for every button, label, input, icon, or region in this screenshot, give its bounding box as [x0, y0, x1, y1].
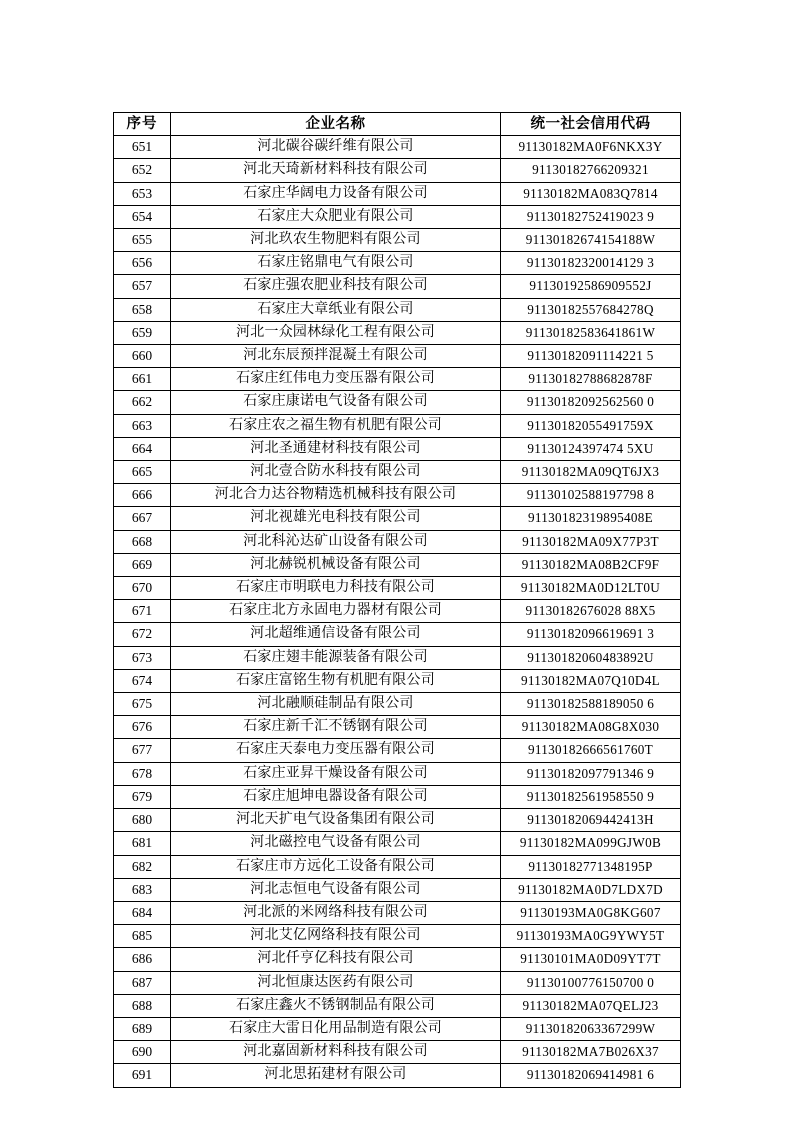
table-row: [114, 345, 681, 368]
cell-credit-code: 91130182MA7B026X37: [501, 1041, 681, 1064]
cell-credit-code: 91130182561958550 9: [501, 785, 681, 808]
cell-index: 678: [114, 762, 171, 785]
cell-credit-code: 91130182319895408E: [501, 507, 681, 530]
table-row: [114, 971, 681, 994]
cell-enterprise-name: 河北天琦新材料科技有限公司: [171, 159, 501, 182]
table-row: [114, 901, 681, 924]
cell-enterprise-name: 河北碳谷碳纤维有限公司: [171, 136, 501, 159]
cell-index: 663: [114, 414, 171, 437]
cell-enterprise-name: 河北科沁达矿山设备有限公司: [171, 530, 501, 553]
cell-enterprise-name: 河北思拓建材有限公司: [171, 1064, 501, 1087]
table-row: [114, 530, 681, 553]
cell-index: 689: [114, 1017, 171, 1040]
cell-enterprise-name: 河北壹合防水科技有限公司: [171, 461, 501, 484]
table-row: [114, 646, 681, 669]
cell-enterprise-name: 河北合力达谷物精选机械科技有限公司: [171, 484, 501, 507]
cell-credit-code: 91130193MA0G8KG607: [501, 901, 681, 924]
table-row: [114, 136, 681, 159]
cell-enterprise-name: 河北视雄光电科技有限公司: [171, 507, 501, 530]
cell-index: 677: [114, 739, 171, 762]
cell-enterprise-name: 石家庄强农肥业科技有限公司: [171, 275, 501, 298]
cell-enterprise-name: 石家庄大众肥业有限公司: [171, 205, 501, 228]
table-row: [114, 252, 681, 275]
cell-enterprise-name: 石家庄亚昇干燥设备有限公司: [171, 762, 501, 785]
column-header-name: 企业名称: [171, 113, 501, 136]
table-row: [114, 832, 681, 855]
cell-index: 675: [114, 693, 171, 716]
table-row: [114, 577, 681, 600]
cell-enterprise-name: 河北艾亿网络科技有限公司: [171, 925, 501, 948]
cell-credit-code: 91130182055491759X: [501, 414, 681, 437]
cell-credit-code: 91130182766209321: [501, 159, 681, 182]
table-row: [114, 855, 681, 878]
cell-credit-code: 91130193MA0G9YWY5T: [501, 925, 681, 948]
cell-credit-code: 91130182069414981 6: [501, 1064, 681, 1087]
cell-index: 676: [114, 716, 171, 739]
cell-credit-code: 91130182676028 88X5: [501, 600, 681, 623]
cell-credit-code: 91130100776150700 0: [501, 971, 681, 994]
cell-credit-code: 91130182MA0D12LT0U: [501, 577, 681, 600]
cell-credit-code: 91130182MA09QT6JX3: [501, 461, 681, 484]
cell-enterprise-name: 河北仟亨亿科技有限公司: [171, 948, 501, 971]
table-row: [114, 1064, 681, 1087]
cell-enterprise-name: 石家庄富铭生物有机肥有限公司: [171, 669, 501, 692]
table-row: [114, 461, 681, 484]
cell-index: 668: [114, 530, 171, 553]
cell-credit-code: 91130192586909552J: [501, 275, 681, 298]
cell-index: 691: [114, 1064, 171, 1087]
cell-credit-code: 91130182MA083Q7814: [501, 182, 681, 205]
cell-enterprise-name: 河北志恒电气设备有限公司: [171, 878, 501, 901]
cell-index: 684: [114, 901, 171, 924]
table-row: [114, 948, 681, 971]
cell-index: 672: [114, 623, 171, 646]
cell-index: 666: [114, 484, 171, 507]
table-row: [114, 716, 681, 739]
cell-index: 670: [114, 577, 171, 600]
cell-credit-code: 91130182063367299W: [501, 1017, 681, 1040]
cell-enterprise-name: 河北嘉固新材料科技有限公司: [171, 1041, 501, 1064]
cell-enterprise-name: 河北圣通建材科技有限公司: [171, 437, 501, 460]
table-row: [114, 553, 681, 576]
cell-credit-code: 91130182666561760T: [501, 739, 681, 762]
table-row: [114, 484, 681, 507]
cell-credit-code: 91130182092562560 0: [501, 391, 681, 414]
cell-enterprise-name: 河北一众园林绿化工程有限公司: [171, 321, 501, 344]
table-row: [114, 994, 681, 1017]
table-row: [114, 275, 681, 298]
table-row: [114, 600, 681, 623]
cell-credit-code: 91130182320014129 3: [501, 252, 681, 275]
cell-index: 662: [114, 391, 171, 414]
cell-index: 657: [114, 275, 171, 298]
table-row: [114, 878, 681, 901]
cell-credit-code: 91130182771348195P: [501, 855, 681, 878]
cell-index: 674: [114, 669, 171, 692]
cell-enterprise-name: 河北玖农生物肥料有限公司: [171, 229, 501, 252]
cell-enterprise-name: 石家庄康诺电气设备有限公司: [171, 391, 501, 414]
cell-credit-code: 91130182MA09X77P3T: [501, 530, 681, 553]
cell-credit-code: 91130182MA0F6NKX3Y: [501, 136, 681, 159]
table-row: [114, 298, 681, 321]
cell-index: 680: [114, 809, 171, 832]
cell-enterprise-name: 河北天扩电气设备集团有限公司: [171, 809, 501, 832]
table-header-row: [114, 113, 681, 136]
cell-enterprise-name: 石家庄大章纸业有限公司: [171, 298, 501, 321]
table-row: [114, 182, 681, 205]
cell-index: 690: [114, 1041, 171, 1064]
table-row: [114, 205, 681, 228]
cell-credit-code: 91130182583641861W: [501, 321, 681, 344]
cell-credit-code: 91130101MA0D09YT7T: [501, 948, 681, 971]
table-row: [114, 437, 681, 460]
cell-index: 686: [114, 948, 171, 971]
column-header-index: 序号: [114, 113, 171, 136]
cell-enterprise-name: 河北超维通信设备有限公司: [171, 623, 501, 646]
cell-enterprise-name: 石家庄翅丰能源装备有限公司: [171, 646, 501, 669]
cell-index: 661: [114, 368, 171, 391]
table-row: [114, 762, 681, 785]
column-header-code: 统一社会信用代码: [501, 113, 681, 136]
cell-index: 667: [114, 507, 171, 530]
cell-credit-code: 91130182788682878F: [501, 368, 681, 391]
cell-credit-code: 91130182091114221 5: [501, 345, 681, 368]
cell-index: 671: [114, 600, 171, 623]
cell-credit-code: 91130124397474 5XU: [501, 437, 681, 460]
cell-index: 660: [114, 345, 171, 368]
cell-enterprise-name: 河北赫锐机械设备有限公司: [171, 553, 501, 576]
cell-enterprise-name: 河北恒康达医药有限公司: [171, 971, 501, 994]
table-row: [114, 159, 681, 182]
cell-index: 655: [114, 229, 171, 252]
table-row: [114, 669, 681, 692]
cell-credit-code: 91130182752419023 9: [501, 205, 681, 228]
cell-index: 651: [114, 136, 171, 159]
cell-enterprise-name: 河北融顺硅制品有限公司: [171, 693, 501, 716]
cell-credit-code: 91130182MA099GJW0B: [501, 832, 681, 855]
table-row: [114, 1041, 681, 1064]
cell-enterprise-name: 石家庄市明联电力科技有限公司: [171, 577, 501, 600]
table-row: [114, 414, 681, 437]
cell-index: 664: [114, 437, 171, 460]
cell-index: 656: [114, 252, 171, 275]
cell-enterprise-name: 石家庄新千汇不锈钢有限公司: [171, 716, 501, 739]
cell-credit-code: 91130182MA0D7LDX7D: [501, 878, 681, 901]
table-row: [114, 693, 681, 716]
cell-index: 683: [114, 878, 171, 901]
cell-enterprise-name: 河北磁控电气设备有限公司: [171, 832, 501, 855]
table-row: [114, 925, 681, 948]
cell-credit-code: 91130182060483892U: [501, 646, 681, 669]
cell-enterprise-name: 石家庄农之福生物有机肥有限公司: [171, 414, 501, 437]
cell-index: 681: [114, 832, 171, 855]
cell-credit-code: 91130182MA08B2CF9F: [501, 553, 681, 576]
cell-credit-code: 91130182MA08G8X030: [501, 716, 681, 739]
cell-credit-code: 91130182MA07QELJ23: [501, 994, 681, 1017]
cell-enterprise-name: 石家庄红伟电力变压器有限公司: [171, 368, 501, 391]
table-row: [114, 368, 681, 391]
cell-index: 685: [114, 925, 171, 948]
table-row: [114, 809, 681, 832]
cell-credit-code: 91130182096619691 3: [501, 623, 681, 646]
cell-enterprise-name: 石家庄市方远化工设备有限公司: [171, 855, 501, 878]
cell-index: 658: [114, 298, 171, 321]
table-row: [114, 391, 681, 414]
enterprise-table: [113, 112, 681, 1088]
cell-credit-code: 91130102588197798 8: [501, 484, 681, 507]
table-row: [114, 321, 681, 344]
cell-index: 669: [114, 553, 171, 576]
table-row: [114, 785, 681, 808]
cell-index: 687: [114, 971, 171, 994]
cell-index: 673: [114, 646, 171, 669]
cell-index: 682: [114, 855, 171, 878]
cell-index: 652: [114, 159, 171, 182]
cell-credit-code: 91130182069442413H: [501, 809, 681, 832]
cell-credit-code: 91130182674154188W: [501, 229, 681, 252]
table-row: [114, 739, 681, 762]
cell-index: 688: [114, 994, 171, 1017]
cell-index: 659: [114, 321, 171, 344]
table-row: [114, 623, 681, 646]
cell-enterprise-name: 石家庄天泰电力变压器有限公司: [171, 739, 501, 762]
cell-enterprise-name: 石家庄铭鼎电气有限公司: [171, 252, 501, 275]
cell-enterprise-name: 石家庄鑫火不锈钢制品有限公司: [171, 994, 501, 1017]
cell-enterprise-name: 石家庄大雷日化用品制造有限公司: [171, 1017, 501, 1040]
cell-enterprise-name: 石家庄华阔电力设备有限公司: [171, 182, 501, 205]
cell-index: 679: [114, 785, 171, 808]
cell-credit-code: 91130182588189050 6: [501, 693, 681, 716]
table-row: [114, 1017, 681, 1040]
cell-credit-code: 91130182097791346 9: [501, 762, 681, 785]
cell-enterprise-name: 石家庄北方永固电力器材有限公司: [171, 600, 501, 623]
cell-credit-code: 91130182557684278Q: [501, 298, 681, 321]
cell-index: 665: [114, 461, 171, 484]
table-header: [114, 113, 681, 136]
cell-enterprise-name: 石家庄旭坤电器设备有限公司: [171, 785, 501, 808]
table-body: [114, 136, 681, 1087]
cell-enterprise-name: 河北派的米网络科技有限公司: [171, 901, 501, 924]
cell-enterprise-name: 河北东辰预拌混凝土有限公司: [171, 345, 501, 368]
cell-credit-code: 91130182MA07Q10D4L: [501, 669, 681, 692]
table-row: [114, 229, 681, 252]
cell-index: 653: [114, 182, 171, 205]
cell-index: 654: [114, 205, 171, 228]
table-row: [114, 507, 681, 530]
